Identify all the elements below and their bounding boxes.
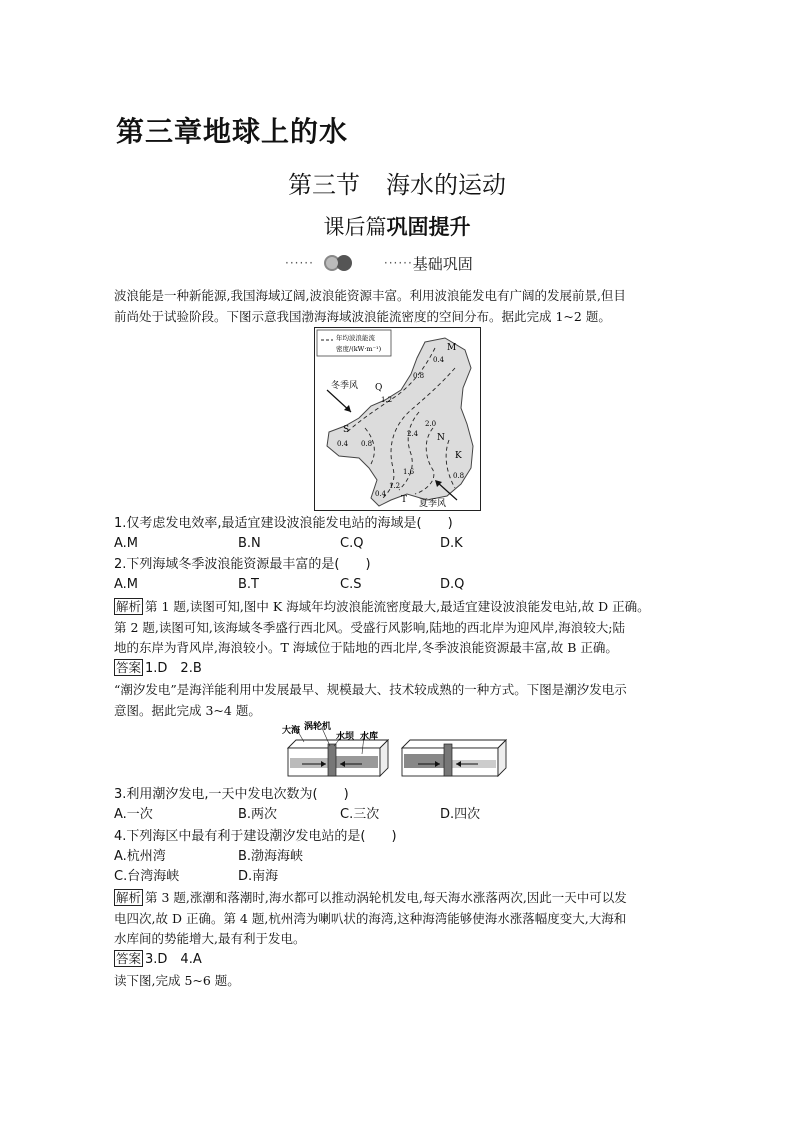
reservoir-water [336,756,378,768]
bohai-wave-map [314,327,481,511]
dots-left-icon: ······ [285,256,314,270]
chapter-title: 第三章地球上的水 [116,115,349,148]
contour-label: 1.6 [403,468,415,476]
option-a[interactable]: A.M [114,536,139,551]
label-s: S [343,425,350,435]
question-4-options-row2 [114,867,594,887]
answer2-text: 3.D 4.A [145,952,202,967]
bohai-map-svg [315,328,480,510]
label-k: K [455,451,462,461]
option-b[interactable]: B.两次 [238,807,278,822]
contour-label: 0.8 [413,372,425,380]
answer-tag: 答案 [116,660,142,675]
section-number: 第三节 [288,171,360,199]
tidal-diagram [282,720,512,782]
option-d[interactable]: D.Q [440,577,465,592]
tidal-sea-label: 大海 [282,726,301,736]
intro2-line1: “潮汐发电”是海洋能利用中发展最早、规模最大、技术较成熟的一种方式。下图是潮汐发电示 [114,682,627,697]
answer1-text: 1.D 2.B [145,661,202,676]
option-c[interactable]: C.三次 [340,807,380,822]
contour-label: 2.4 [407,430,419,438]
intro-paragraph-2 [114,680,680,721]
basic-label: 基础巩固 [412,254,473,273]
tidal-reservoir-label: 水库 [360,732,379,742]
legend-line2: 密度/(kW·m⁻¹) [336,345,382,353]
analysis-2 [114,888,680,950]
option-b[interactable]: B.N [238,536,261,551]
intro1-line2: 前尚处于试验阶段。下图示意我国渤海海域波浪能流密度的空间分布。据此完成 1~2 题。 [114,308,611,324]
intro2-line2: 意图。据此完成 3~4 题。 [114,702,261,718]
analysis1-line3: 地的东岸为背风岸,海浪较小。T 海域位于陆地的西北岸,冬季波浪能资源最丰富,故 B 正确。 [114,640,618,655]
contour-label: 0.4 [375,490,387,498]
label-t: T [401,495,408,505]
summer-wind-label: 夏季风 [419,499,447,509]
contour-label: 2.0 [425,420,437,428]
intro1-line1: 波浪能是一种新能源,我国海域辽阔,波浪能资源丰富。利用波浪能发电有广阔的发展前景,但目 [114,288,626,303]
section-title [0,165,794,200]
contour-label: 1.2 [389,482,401,490]
option-b[interactable]: B.渤海海峡 [238,849,304,864]
option-a[interactable]: A.M [114,577,139,592]
section-name: 海水的运动 [386,171,506,199]
subtitle [0,211,794,241]
question-3: 3.利用潮汐发电,一天中发电次数为( ) [114,787,349,802]
question-2: 2.下列海域冬季波浪能资源最丰富的是( ) [114,557,371,572]
contour-label: 1.2 [381,396,393,404]
label-q: Q [375,383,383,393]
contour-label: 0.8 [453,472,465,480]
question-2-options [114,575,594,595]
subtitle-normal: 课后篇 [323,215,387,239]
option-a[interactable]: A.一次 [114,807,153,822]
dam-block [444,744,452,776]
analysis1-line1: 第 1 题,读图可知,图中 K 海域年均波浪能流密度最大,最适宜建设波浪能发电站,故 D 正确。 [145,599,650,614]
analysis-1 [114,597,680,659]
question-1-options [114,534,594,554]
sea-water [404,754,444,768]
closing-line: 读下图,完成 5~6 题。 [114,973,240,988]
analysis2-line1: 第 3 题,涨潮和落潮时,海水都可以推动涡轮机发电,每天海水涨落两次,因此一天中可以发 [145,890,627,905]
contour-label: 0.8 [361,440,373,448]
winter-wind-label: 冬季风 [331,381,359,391]
answer-2 [114,950,202,970]
question-3-options [114,805,594,825]
analysis-tag: 解析 [116,890,142,905]
option-c[interactable]: C.Q [340,536,364,551]
subtitle-bold: 巩固提升 [386,215,471,239]
question-1: 1.仅考虑发电效率,最适宜建设波浪能发电站的海域是( ) [114,516,453,531]
tidal-diagram-svg [282,720,512,782]
tidal-turbine-label: 涡轮机 [304,722,332,732]
option-a[interactable]: A.杭州湾 [114,849,166,864]
option-d[interactable]: D.四次 [440,807,481,822]
dam-block [328,744,336,776]
answer-1 [114,659,202,679]
analysis-tag: 解析 [116,599,142,614]
basic-header [285,252,473,274]
analysis1-line2: 第 2 题,读图可知,该海域冬季盛行西北风。受盛行风影响,陆地的西北岸为迎风岸,海浪较大;陆 [114,619,626,635]
question-4: 4.下列海区中最有利于建设潮汐发电站的是( ) [114,829,397,844]
option-d[interactable]: D.K [440,536,463,551]
option-d[interactable]: D.南海 [238,869,279,884]
option-b[interactable]: B.T [238,577,259,592]
analysis2-line3: 水库间的势能增大,最有利于发电。 [114,931,306,946]
tidal-dam-label: 水坝 [336,732,355,742]
label-n: N [437,433,445,443]
legend-line1: 年均波浪能流 [336,334,375,342]
answer-tag: 答案 [116,951,142,966]
contour-label: 0.4 [433,356,445,364]
option-c[interactable]: C.台湾海峡 [114,869,180,884]
option-c[interactable]: C.S [340,577,362,592]
dots-right-icon: ······ [383,256,413,270]
intro-paragraph-1 [114,286,680,327]
analysis2-line2: 电四次,故 D 正确。第 4 题,杭州湾为喇叭状的海湾,这种海湾能够使海水涨落幅度变大,大海和 [114,910,627,926]
label-m: M [447,343,457,353]
circles-icon [318,252,362,274]
contour-label: 0.4 [337,440,349,448]
question-4-options-row1 [114,847,594,867]
